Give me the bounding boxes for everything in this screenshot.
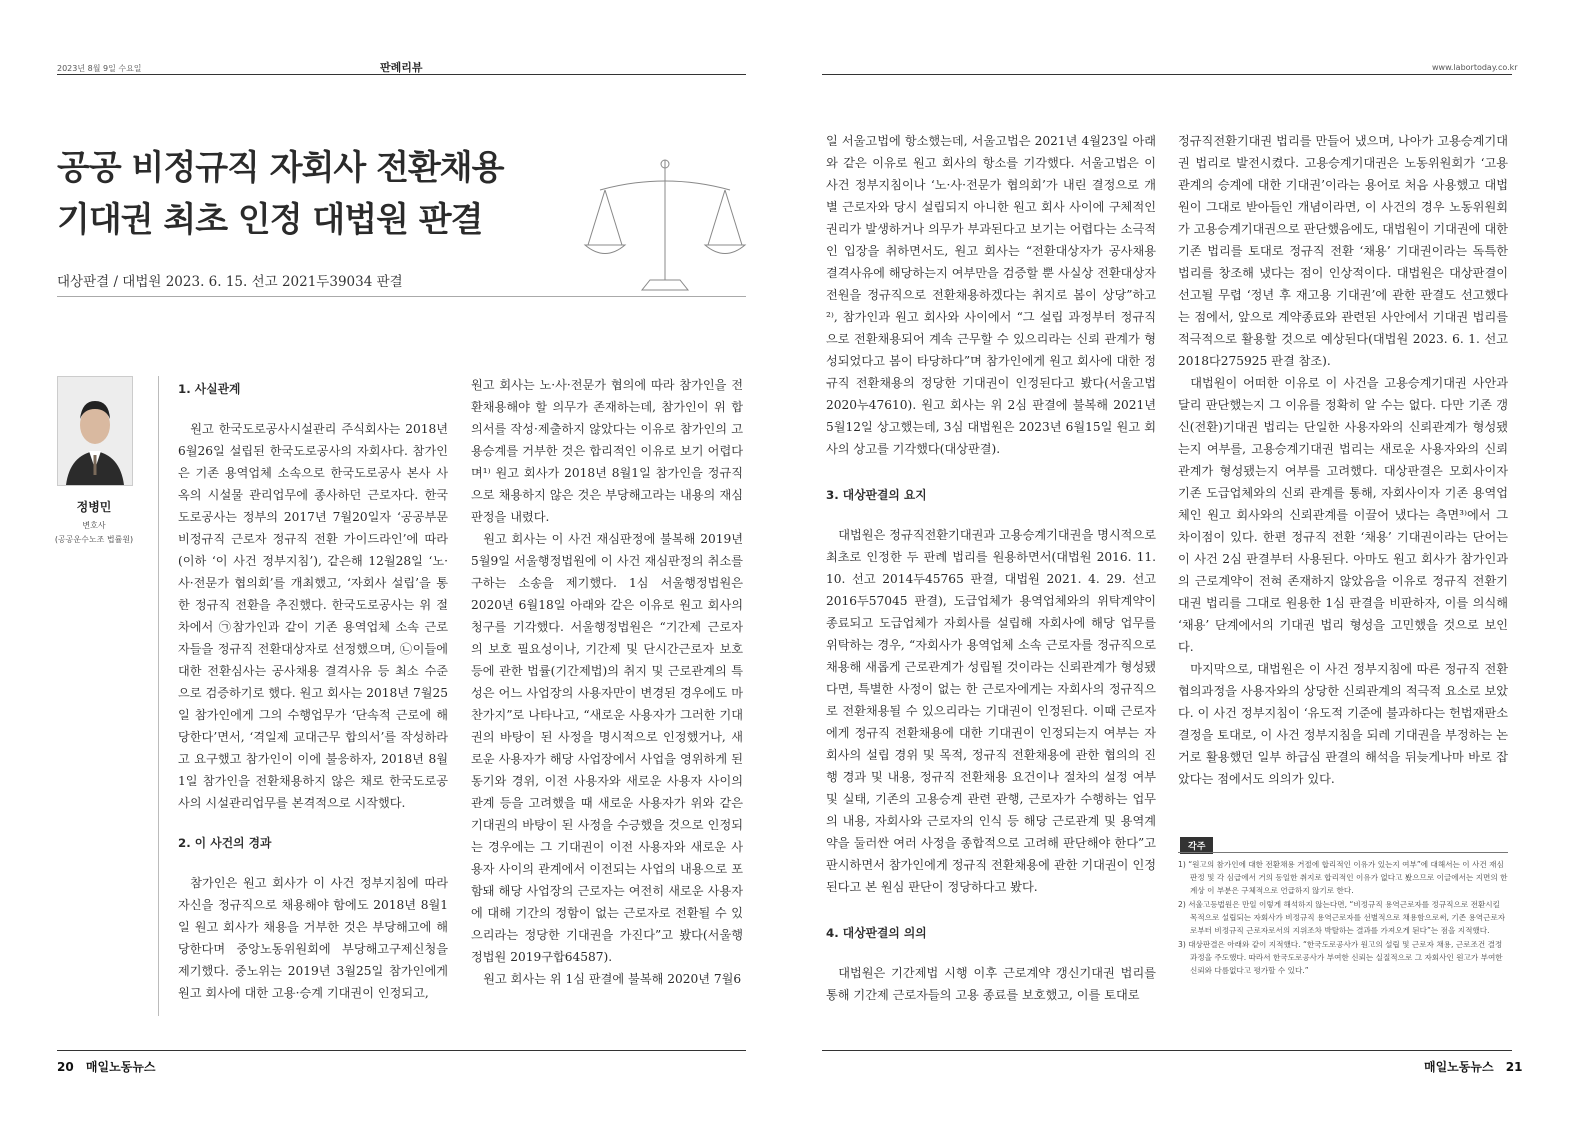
paragraph: 원고 한국도로공사시설관리 주식회사는 2018년 6월26일 설립된 한국도로공사의 자회사다. 참가인은 기존 용역업체 소속으로 한국도로공사 본사 사옥의 시설물 관리업무에 종사하던 근로자다. 한국도로공사는 정부의 2017년 7월20일자 ‘공공부문 비정규직 근로자 정규직 전환 가이드라인’에 따라(이하 ‘이 사건 정부지침’), 같은해 12월28일 ‘노·사·전문가 협의회’를 개최했고, ‘자회사 설립’을 통한 정규직 전환을 추진했다. 한국도로공사는 위 절차에서 ㉠참가인과 같이 기존 용역업체 소속 근로자들을 정규직 전환대상자로 선정했으며, ㉡이들에 대한 전환심사는 공사채용 결격사유 등 최소 수준으로 검증하기로 했다. 원고 회사는 2018년 7월25일 참가인에게 그의 수행업무가 ‘단속적 근로에 해당한다’면서, ‘격일제 교대근무 합의서’를 작성하라고 요구했고 참가인이 이에 불응하자, 2018년 8월1일 참가인을 전환채용하지 않은 채로 한국도로공사의 시설관리업무를 본격적으로 시작했다. — [178, 422, 448, 810]
title-line-1: 공공 비정규직 자회사 전환채용 — [57, 148, 504, 188]
paragraph: 대법원이 어떠한 이유로 이 사건을 고용승계기대권 사안과 달리 판단했는지 그 이유를 정확히 알 수는 없다. 다만 기존 갱신(전환)기대권 법리는 단일한 사용자와의 신뢰관계가 형성됐는지 여부를, 고용승계기대권 법리는 새로운 사용자와의 신뢰관계가 형성됐는지 여부를 고려했다. 대상판결은 모회사이자 기존 도급업체와의 신뢰 관계를 통해, 자회사이자 기존 용역업체인 원고 회사와의 신뢰관계를 이끌어 냈다는 측면³⁾에서 그 차이점이 있다. 한편 정규직 전환 ‘채용’ 기대권이라는 단어는 이 사건 2심 판결부터 사용된다. 아마도 원고 회사가 참가인과의 근로계약이 전혀 존재하지 않았음을 이유로 정규직 전환기대권 법리를 그대로 원용한 1심 판결을 비판하자, 이를 의식해 ‘채용’ 단계에서의 기대권 법리 형성을 고민했을 것으로 보인다. — [1178, 376, 1508, 654]
footnotes-label: 각주 — [1180, 837, 1213, 854]
author-affiliation: (공공운수노조 법률원) — [54, 535, 134, 544]
footnote-2: 2) 서울고등법원은 만일 이렇게 해석하지 않는다면, “비정규직 용역근로자를 정규직으로 전환시킬 목적으로 설립되는 자회사가 비정규직 용역근로자를 선별적으로 채용함으로써, 기존 용역근로자로부터 비정규직 근로자로서의 지위조차 박탈하는 결과를 가져오게 된다”는 점을 지적했다. — [1178, 900, 1506, 935]
column-4 — [1178, 130, 1508, 806]
paragraph: 원고 회사는 위 1심 판결에 불복해 2020년 7월6 — [483, 972, 742, 986]
footer-right — [1424, 1058, 1522, 1075]
issue-date: 2023년 8월 9일 수요일 — [57, 64, 142, 73]
author-name: 정병민 — [76, 500, 112, 514]
column-3 — [826, 130, 1156, 1020]
footer-rule-left — [57, 1050, 746, 1051]
footer-rule-right — [822, 1050, 1512, 1051]
article-title — [57, 142, 577, 246]
author-role: 변호사 — [82, 521, 106, 530]
scales-of-justice-icon — [580, 150, 750, 310]
section-name: 판례리뷰 — [380, 61, 423, 74]
section-heading-summary: 3. 대상판결의 요지 — [826, 488, 927, 502]
paragraph: 대법원은 정규직전환기대권과 고용승계기대권을 명시적으로 최초로 인정한 두 판례 법리를 원용하면서(대법원 2016. 11. 10. 선고 2014두45765 판결, 대법원 2021. 4. 29. 선고 2016두57045 판결), 도급업체가 용역업체와의 위탁계약이 종료되고 도급업체가 자회사를 설립해 자회사에 해당 업무를 위탁하는 경우, “자회사가 용역업체 소속 근로자를 정규직으로 채용해 새롭게 근로관계가 성립될 것이라는 신뢰관계가 형성됐다면, 특별한 사정이 없는 한 근로자에게는 자회사의 정규직으로 전환채용될 수 있으리라는 기대권이 인정된다. 이때 근로자에게 정규직 전환채용에 대한 기대권이 인정되는지 여부는 자회사의 설립 경위 및 목적, 정규직 전환채용에 관한 협의의 진행 경과 및 내용, 정규직 전환채용 요건이나 절차의 설정 여부 및 실태, 기존의 고용승계 관련 관행, 근로자가 수행하는 업무의 내용, 자회사와 근로자의 인식 등 해당 근로관계 및 용역계약을 둘러싼 여러 사정을 종합적으로 고려해 판단해야 한다”고 판시하면서 참가인에게 정규직 전환채용에 관한 기대권이 인정된다고 본 원심 판단이 정당하다고 봤다. — [826, 528, 1156, 894]
site-url: www.labortoday.co.kr — [1432, 63, 1518, 72]
title-line-2: 기대권 최초 인정 대법원 판결 — [57, 200, 483, 240]
paragraph: 원고 회사는 이 사건 재심판정에 불복해 2019년 5월9일 서울행정법원에 이 사건 재심판정의 취소를 구하는 소송을 제기했다. 1심 서울행정법원은 2020년 6월18일 아래와 같은 이유로 원고 회사의 청구를 기각했다. 서울행정법원은 “기간제 근로자의 보호 필요성이나, 기간제 및 단시간근로자 보호 등에 관한 법률(기간제법)의 취지 및 근로관계의 특성은 어느 사업장의 사용자만이 변경된 경우에도 마찬가지”로 나타나고, “새로운 사용자가 그러한 기대권의 바탕이 된 사정을 명시적으로 인정했거나, 새로운 사용자가 해당 사업장에서 사업을 영위하게 된 동기와 경위, 이전 사용자와 새로운 사용자 사이의 관계 등을 고려했을 때 새로운 사용자가 위와 같은 기대권의 바탕이 된 사정을 수긍했을 것으로 인정되는 경우에는 그 기대권이 이전 사용자와 새로운 사용자 사이의 관계에서 이전되는 사업의 내용으로 포함돼 해당 사업장의 근로자는 여전히 새로운 사용자에 대해 기간의 정함이 없는 근로자로 전환될 수 있으리라는 정당한 기대권을 가진다”고 봤다(서울행정법원 2019구합64587). — [471, 532, 743, 964]
footnote-3: 3) 대상판결은 아래와 같이 지적했다. “한국도로공사가 원고의 설립 및 근로자 채용, 근로조건 결정 과정을 주도했다. 따라서 한국도로공사가 부여한 신뢰는 실질적으로 그 자회사인 원고가 부여한 신뢰와 다름없다고 평가할 수 있다.” — [1178, 940, 1503, 975]
footnotes-rule — [1178, 852, 1508, 853]
header-rule-left — [57, 74, 746, 75]
section-heading-significance: 4. 대상판결의 의의 — [826, 926, 927, 940]
footer-left — [57, 1058, 155, 1075]
section-heading-history: 2. 이 사건의 경과 — [178, 836, 272, 850]
subject-case: 대상판결 / 대법원 2023. 6. 15. 선고 2021두39034 판결 — [57, 274, 403, 290]
brand-logo-right: 매일노동뉴스 — [1424, 1060, 1494, 1074]
paragraph: 마지막으로, 대법원은 이 사건 정부지침에 따른 정규직 전환 협의과정을 사용자와의 상당한 신뢰관계의 적극적 요소로 보았다. 이 사건 정부지침이 ‘유도적 기준에 불과하다는 헌법재판소 결정을 토대로, 이 사건 정부지침을 되레 기대권을 부정하는 논거로 활용했던 일부 하급심 판결의 해석을 뒤늦게나마 바로 잡았다는 점에서도 의의가 있다. — [1178, 662, 1508, 786]
column-2 — [471, 374, 743, 1020]
brand-logo-left: 매일노동뉴스 — [85, 1060, 156, 1074]
column-1 — [178, 378, 448, 1018]
page-number-left: 20 — [57, 1060, 74, 1074]
author-portrait-icon — [58, 377, 132, 485]
paragraph: 원고 회사는 노·사·전문가 협의에 따라 참가인을 전환채용해야 할 의무가 존재하는데, 참가인이 위 합의서를 작성·제출하지 않았다는 이유로 참가인의 고용승계를 거부한 것은 합리적인 이유로 보기 어렵다며¹⁾ 원고 회사가 2018년 8월1일 참가인을 정규직으로 채용하지 않은 것은 부당해고라는 내용의 재심판정을 내렸다. — [471, 378, 743, 524]
paragraph: 정규직전환기대권 법리를 만들어 냈으며, 나아가 고용승계기대권 법리로 발전시켰다. 고용승계기대권은 노동위원회가 ‘고용관계의 승계에 대한 기대권’이라는 용어로 처음 사용했고 대법원이 그대로 받아들인 개념이라면, 이 사건의 경우 노동위원회가 고용승계기대권으로 판단했음에도, 대법원이 기대권에 대한 기존 법리를 토대로 정규직 전환 ‘채용’ 기대권이라는 독특한 법리를 창조해 냈다는 점이 인상적이다. 대법원은 대상판결이 선고될 무렵 ‘정년 후 재고용 기대권’에 관한 판결도 선고했다는 점에서, 앞으로 계약종료와 관련된 사안에서 기대권 법리를 적극적으로 활용할 것으로 예상된다(대법원 2023. 6. 1. 선고 2018다275925 판결 참조). — [1178, 134, 1508, 368]
footnote-1: 1) “원고의 참가인에 대한 전환채용 거절에 합리적인 이유가 있는지 여부”에 대해서는 이 사건 재심판정 및 각 심급에서 거의 동일한 취지로 합리적인 이유가 없다고 봤으므로 이글에서는 지면의 한계상 이 부분은 구체적으로 언급하지 않기로 한다. — [1178, 860, 1508, 895]
paragraph: 일 서울고법에 항소했는데, 서울고법은 2021년 4월23일 아래와 같은 이유로 원고 회사의 항소를 기각했다. 서울고법은 이 사건 정부지침이나 ‘노·사·전문가 협의회’가 내린 결정으로 개별 근로자와 당시 설립되지 아니한 원고 회사 사이에 구체적인 권리가 발생하거나 의무가 부과된다고 보기는 어렵다는 소극적인 입장을 취하면서도, 원고 회사는 “전환대상자가 공사채용 결격사유에 해당하는지 여부만을 검증할 뿐 사실상 전환대상자 전원을 정규직으로 전환채용하겠다는 취지로 봄이 상당”하고²⁾, 참가인과 원고 회사와 사이에서 “그 설립 과정부터 정규직으로 전환채용되어 계속 근무할 수 있으리라는 신뢰 관계가 형성되었다고 봄이 타당하다”며 참가인에게 원고 회사에 대한 정규직 전환채용의 정당한 기대권이 인정된다고 봤다(서울고법 2020누47610). 원고 회사는 위 2심 판결에 불복해 2021년 5월12일 상고했는데, 3심 대법원은 2023년 6월15일 원고 회사의 상고를 기각했다(대상판결). — [826, 134, 1156, 456]
author-photo — [57, 376, 133, 486]
footnotes — [1178, 858, 1508, 1023]
subtitle-rule — [57, 296, 746, 297]
author-divider — [158, 376, 159, 1016]
page-number-right: 21 — [1505, 1060, 1523, 1074]
paragraph: 대법원은 기간제법 시행 이후 근로계약 갱신기대권 법리를 통해 기간제 근로자들의 고용 종료를 보호했고, 이를 토대로 — [826, 966, 1156, 1002]
header-rule-right — [822, 74, 1512, 75]
section-heading-facts: 1. 사실관계 — [178, 382, 241, 396]
paragraph: 참가인은 원고 회사가 이 사건 정부지침에 따라 자신을 정규직으로 채용해야 함에도 2018년 8월1일 원고 회사가 채용을 거부한 것은 부당해고에 해당한다며 중앙노동위원회에 부당해고구제신청을 제기했다. 중노위는 2019년 3월25일 참가인에게 원고 회사에 대한 고용·승계 기대권이 인정되고, — [178, 876, 448, 1000]
